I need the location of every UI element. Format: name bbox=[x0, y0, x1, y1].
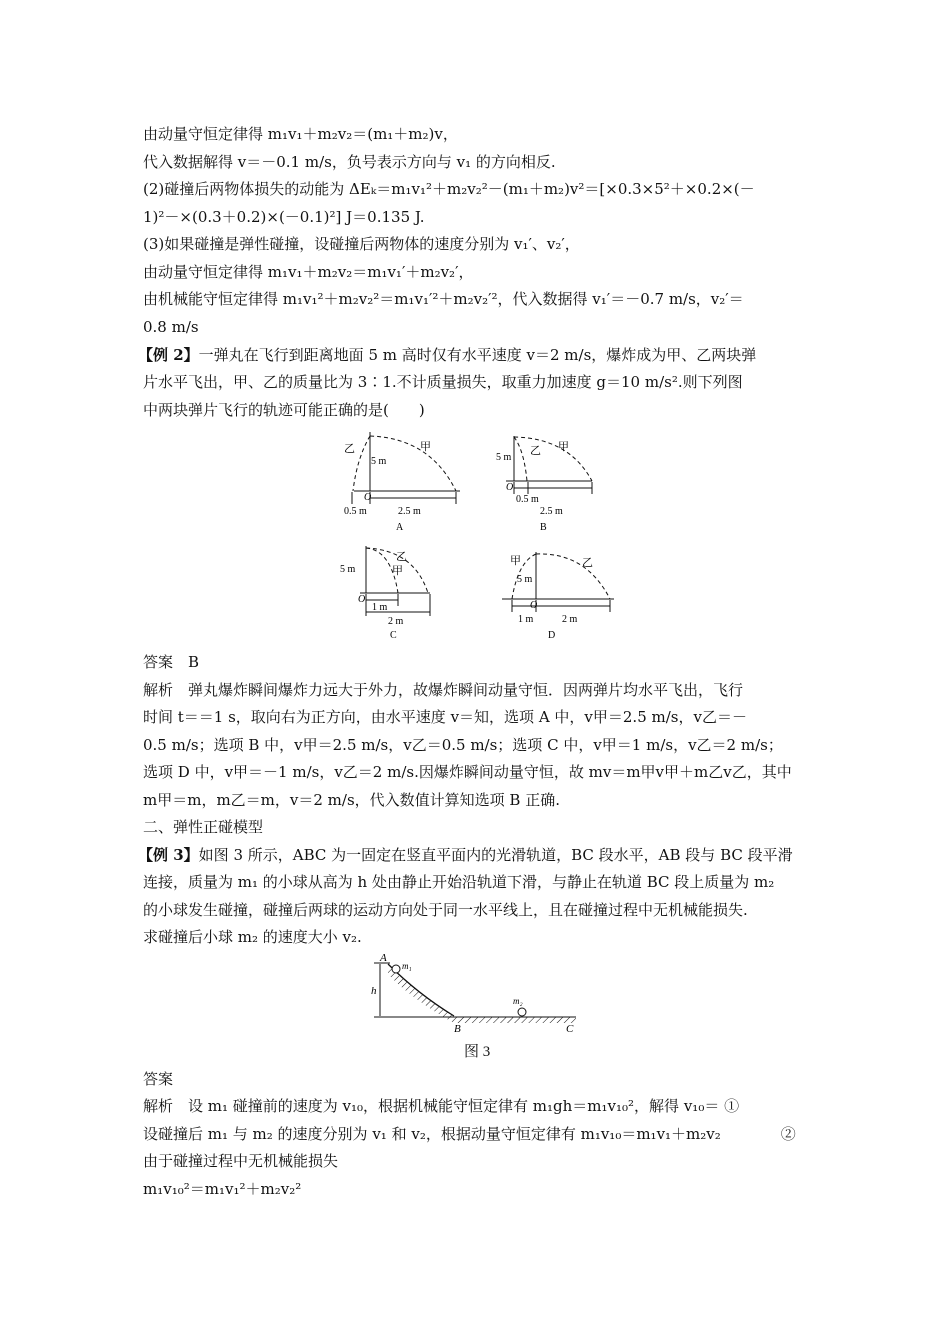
hatched-floor bbox=[454, 1017, 576, 1023]
label-origin: O bbox=[364, 492, 372, 503]
label-jia: 甲 bbox=[392, 565, 403, 577]
label-distance-1: 0.5 m bbox=[344, 506, 367, 517]
text-line: 解析 设 m₁ 碰撞前的速度为 v₁₀，根据机械能守恒定律有 m₁gh＝m₁v₁₀²，解得 v₁₀＝ ① bbox=[143, 1097, 740, 1115]
label-yi: 乙 bbox=[530, 445, 541, 457]
label-jia: 甲 bbox=[558, 441, 569, 453]
figure-d bbox=[496, 540, 646, 644]
ball-m2 bbox=[518, 1008, 526, 1016]
text-line: 求碰撞后小球 m₂ 的速度大小 v₂. bbox=[143, 928, 362, 946]
label-distance-1: 1 m bbox=[372, 602, 388, 613]
label-yi: 乙 bbox=[582, 557, 593, 569]
label-distance-2: 2.5 m bbox=[398, 506, 421, 517]
label-distance-2: 2 m bbox=[562, 614, 578, 625]
label-option: C bbox=[390, 630, 397, 641]
figure-a bbox=[340, 428, 490, 538]
label-height: 5 m bbox=[517, 574, 533, 585]
example-2-line bbox=[138, 344, 808, 366]
text-line: 由于碰撞过程中无机械能损失 bbox=[143, 1152, 339, 1170]
label-jia: 甲 bbox=[420, 441, 431, 453]
text-line: 时间 t＝＝1 s，取向右为正方向，由水平速度 v＝知，选项 A 中，v甲＝2.5 m/s，v乙＝－ bbox=[143, 708, 747, 726]
label-jia: 甲 bbox=[510, 555, 521, 567]
text-line: 0.8 m/s bbox=[143, 318, 199, 336]
text-line: 解析 弹丸爆炸瞬间爆炸力远大于外力，故爆炸瞬间动量守恒．因两弹片均水平飞出，飞行 bbox=[143, 681, 744, 699]
label-distance-2: 2.5 m bbox=[540, 506, 563, 517]
label-origin: O bbox=[358, 594, 366, 605]
label-c: C bbox=[566, 1023, 574, 1032]
label-distance-2: 2 m bbox=[388, 616, 404, 627]
text-line: m₁v₁₀²＝m₁v₁²＋m₂v₂² bbox=[143, 1180, 302, 1198]
section-heading: 二、弹性正碰模型 bbox=[143, 818, 264, 836]
text-line: 片水平飞出，甲、乙的质量比为 3∶1.不计质量损失，取重力加速度 g＝10 m/s².则下列图 bbox=[143, 373, 743, 391]
trajectory-jia bbox=[514, 437, 592, 481]
label-a: A bbox=[380, 952, 387, 964]
figure-3-caption: 图 3 bbox=[464, 1044, 491, 1060]
label-distance-1: 1 m bbox=[518, 614, 534, 625]
text-line: 代入数据解得 v＝－0.1 m/s，负号表示方向与 v₁ 的方向相反. bbox=[143, 153, 556, 171]
text-line: 由动量守恒定律得 m₁v₁＋m₂v₂＝(m₁＋m₂)v， bbox=[143, 125, 458, 143]
text-line: 连接，质量为 m₁ 的小球从高为 h 处由静止开始沿轨道下滑，与静止在轨道 BC 段上质量为 m₂ bbox=[143, 873, 775, 891]
label-height: 5 m bbox=[340, 564, 356, 575]
label-option: B bbox=[540, 522, 547, 533]
label-yi: 乙 bbox=[344, 443, 355, 455]
text-line: (3)如果碰撞是弹性碰撞，设碰撞后两物体的速度分别为 v₁′、v₂′， bbox=[143, 235, 580, 253]
figure-b bbox=[494, 428, 644, 538]
example-3-line bbox=[138, 844, 808, 866]
text-span: 一弹丸在飞行到距离地面 5 m 高时仅有水平速度 v＝2 m/s，爆炸成为甲、乙两块弹 bbox=[198, 346, 757, 364]
text-line: 设碰撞后 m₁ 与 m₂ 的速度分别为 v₁ 和 v₂，根据动量守恒定律有 m₁v₁₀＝m₁v₁＋m₂v₂ ② bbox=[143, 1125, 796, 1143]
text-line: 由机械能守恒定律得 m₁v₁²＋m₂v₂²＝m₁v₁′²＋m₂v₂′²，代入数据得 v₁′＝－0.7 m/s，v₂′＝ bbox=[143, 290, 744, 308]
hatched-slope bbox=[388, 966, 454, 1023]
label-distance-1: 0.5 m bbox=[516, 494, 539, 505]
text-line: (2)碰撞后两物体损失的动能为 ΔEₖ＝m₁v₁²＋m₂v₂²－(m₁＋m₂)v²＝[×0.3×5²＋×0.2×(－ bbox=[143, 180, 755, 198]
answer-line: 答案 bbox=[143, 1070, 174, 1088]
text-line: 由动量守恒定律得 m₁v₁＋m₂v₂＝m₁v₁′＋m₂v₂′， bbox=[143, 263, 474, 281]
text-line: 的小球发生碰撞，碰撞后两球的运动方向处于同一水平线上，且在碰撞过程中无机械能损失. bbox=[143, 901, 748, 919]
label-yi: 乙 bbox=[396, 551, 407, 563]
figure-c bbox=[336, 540, 486, 644]
example-tag: 【例 2】 bbox=[138, 346, 199, 364]
example-tag: 【例 3】 bbox=[138, 846, 199, 864]
text-line: 0.5 m/s；选项 B 中，v甲＝2.5 m/s，v乙＝0.5 m/s；选项 C 中，v甲＝1 m/s，v乙＝2 m/s； bbox=[143, 736, 783, 754]
text-line: m甲＝m，m乙＝m，v＝2 m/s，代入数值计算知选项 B 正确. bbox=[143, 791, 560, 809]
text-line: 选项 D 中，v甲＝－1 m/s，v乙＝2 m/s.因爆炸瞬间动量守恒，故 mv＝m甲v甲＋m乙v乙，其中 bbox=[143, 763, 792, 781]
text-line: 中两块弹片飞行的轨迹可能正确的是( ) bbox=[143, 401, 425, 419]
label-option: D bbox=[548, 630, 556, 641]
trajectory-yi bbox=[353, 436, 370, 491]
label-origin: O bbox=[530, 600, 538, 611]
label-height: 5 m bbox=[371, 456, 387, 467]
ball-m1 bbox=[392, 965, 400, 973]
text-span: 如图 3 所示，ABC 为一固定在竖直平面内的光滑轨道，BC 段水平，AB 段与 BC 段平滑 bbox=[198, 846, 793, 864]
label-m1: m₁ bbox=[402, 961, 412, 971]
label-m2: m₂ bbox=[513, 996, 523, 1006]
trajectory-yi bbox=[536, 554, 610, 599]
trajectory-yi bbox=[514, 437, 527, 481]
label-origin: O bbox=[506, 482, 514, 493]
label-option: A bbox=[396, 522, 404, 533]
answer-line: 答案 B bbox=[143, 653, 200, 671]
label-b: B bbox=[454, 1023, 461, 1032]
label-height: 5 m bbox=[496, 452, 512, 463]
text-line: 1)²－×(0.3＋0.2)×(－0.1)²] J＝0.135 J. bbox=[143, 208, 425, 226]
label-h: h bbox=[371, 985, 377, 997]
figure-3-track bbox=[366, 952, 586, 1032]
